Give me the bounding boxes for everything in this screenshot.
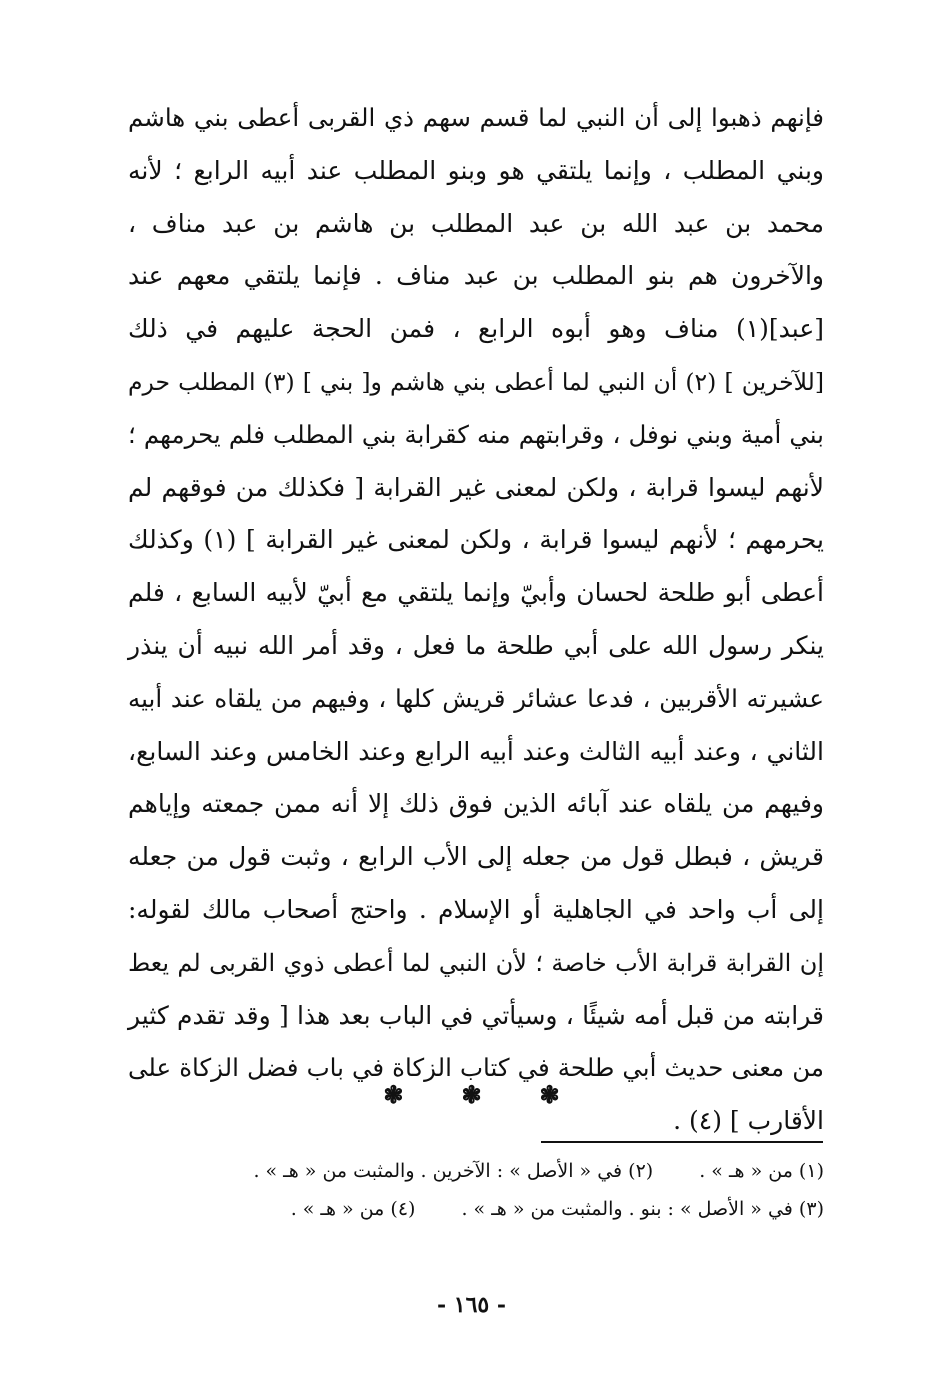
text-line: والآخرون هم بنو المطلب بن عبد مناف . فإنما يلتقي معهم عند [128,261,824,291]
text-line: الثاني ، وعند أبيه الثالث وعند أبيه الرابع وعند الخامس وعند السابع، [128,736,824,766]
text-line: وفيهم من يلقاه عند آبائه الذين فوق ذلك إلا أنه ممن جمعته وإياهم [128,789,824,819]
text-line: إن القرابة قرابة الأب خاصة ؛ لأن النبي لما أعطى ذوي القربى لم يعط [128,948,825,977]
text-line: وبني المطلب ، وإنما يلتقي هو وبنو المطلب عند أبيه الرابع ؛ لأنه [128,155,824,185]
text-line: أعطى أبو طلحة لحسان وأبيّ وإنما يلتقي مع أبيّ لأبيه السابع ، فلم [128,578,824,608]
text-line: عشيرته الأقربين ، فدعا عشائر قريش كلها ، وفيهم من يلقاه عند أبيه [128,683,824,713]
asterism-glyph: ❃ [383,1080,404,1109]
footnote-3: (٣) في « الأصل » : بنو . والمثبت من « هـ » . [461,1198,824,1220]
text-line-last: الأقارب ] (٤) . [673,1106,824,1136]
text-line: [عبد](١) مناف وهو أبوه الرابع ، فمن الحجة عليهم في ذلك [128,314,824,344]
text-line: يحرمهم ؛ لأنهم ليسوا قرابة ، ولكن لمعنى غير القرابة ] (١) وكذلك [128,525,824,555]
footnotes [178,1152,824,1228]
text-line: محمد بن عبد الله بن عبد المطلب بن هاشم بن عبد مناف ، [128,208,824,238]
footnote-line [178,1190,824,1228]
page-number: - ١٦٥ - [436,1292,507,1318]
text-line: قريش ، فبطل قول من جعله إلى الأب الرابع ، وثبت قول من جعله [128,842,824,872]
footnote-line [178,1152,824,1190]
text-line: ينكر رسول الله على أبي طلحة ما فعل ، وقد أمر الله نبيه أن ينذر [128,630,824,660]
text-line: من معنى حديث أبي طلحة في كتاب الزكاة في باب فضل الزكاة على [128,1053,824,1083]
footnote-2: (٢) في « الأصل » : الآخرين . والمثبت من « هـ » . [253,1160,654,1182]
asterism-glyph: ❃ [461,1080,482,1109]
asterism-glyph: ❃ [539,1080,560,1109]
text-line: [للآخرين ] (٢) أن النبي لما أعطى بني هاشم و[ بني ] (٣) المطلب حرم [128,367,824,396]
main-text [128,92,824,1148]
text-line: فإنهم ذهبوا إلى أن النبي لما قسم سهم ذي القربى أعطى بني هاشم [128,103,824,132]
text-line: لأنهم ليسوا قرابة ، ولكن لمعنى غير القرابة [ فكذلك من فوقهم لم [128,472,824,502]
footnote-divider [541,1141,823,1143]
footnote-1: (١) من « هـ » . [699,1160,824,1182]
text-line: قرابته من قبل أمه شيئًا ، وسيأتي في الباب بعد هذا [ وقد تقدم كثير [128,1000,824,1030]
text-line: إلى أب واحد في الجاهلية أو الإسلام . واحتج أصحاب مالك لقوله: [128,894,824,924]
footnote-4: (٤) من « هـ » . [290,1198,416,1220]
section-separator [0,1080,943,1109]
text-line: بني أمية وبني نوفل ، وقرابتهم منه كقرابة بني المطلب فلم يحرمهم ؛ [128,419,824,449]
